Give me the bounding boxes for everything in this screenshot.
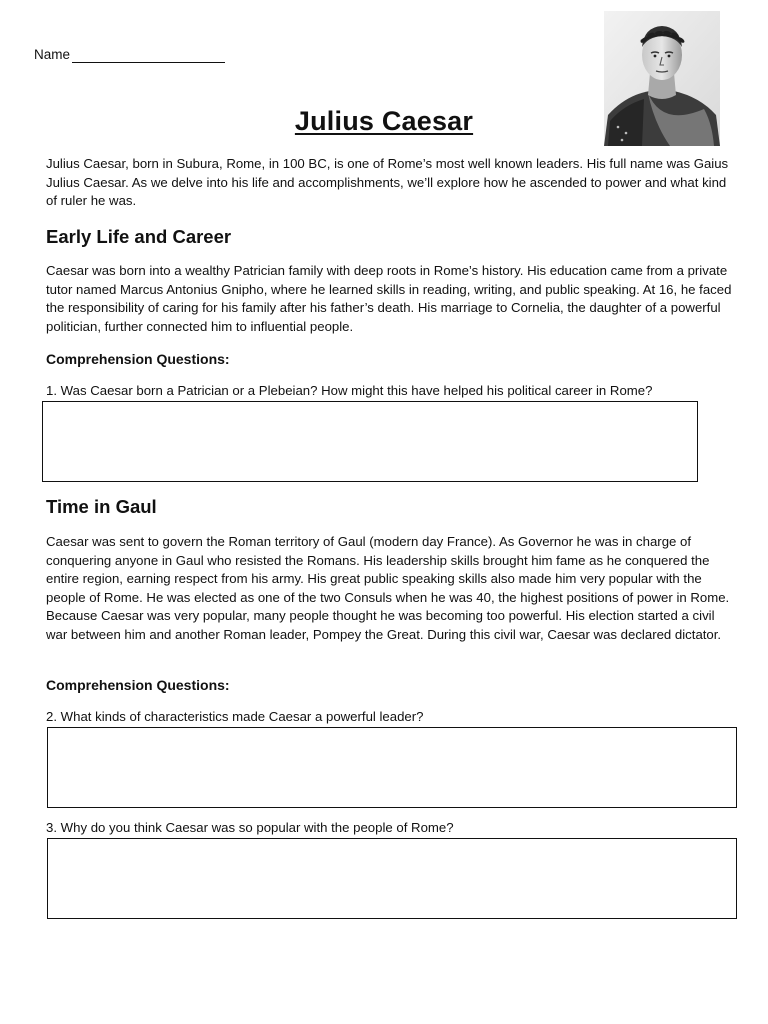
name-label: Name <box>34 47 71 62</box>
intro-paragraph: Julius Caesar, born in Subura, Rome, in 100 BC, is one of Rome’s most well known leaders. His full name was Gaius Julius Caesar. As we delve into his life and accomplishments, we’ll explore how he ascended to power and what kind of ruler he was. <box>46 156 729 209</box>
question-1: 1. Was Caesar born a Patrician or a Plebeian? How might this have helped his political career in Rome? <box>46 383 653 398</box>
page-title: Julius Caesar <box>294 106 474 136</box>
section-heading-early-life: Early Life and Career <box>46 226 232 247</box>
early-life-paragraph: Caesar was born into a wealthy Patrician family with deep roots in Rome’s history. His education came from a private tutor named Marcus Antonius Gnipho, where he learned skills in reading, writing, and public speaking. At 16, he faced the responsibility of caring for his family after his father’s death. His marriage to Cornelia, the daughter of a powerful politician, further connected him to influential people. <box>46 263 732 334</box>
question-3: 3. Why do you think Caesar was so popular with the people of Rome? <box>46 820 454 835</box>
answer-box-1[interactable] <box>42 401 698 482</box>
question-2: 2. What kinds of characteristics made Caesar a powerful leader? <box>46 709 424 724</box>
time-in-gaul-paragraph: Caesar was sent to govern the Roman territory of Gaul (modern day France). As Governor he was in charge of conquering anyone in Gaul who resisted the Romans. His leadership skills brought him fame as he conquered the entire region, earning respect from his army. His great public speaking skills also made him very popular with the people of Rome. He was elected as one of the two Consuls when he was 40, the highest positions of power in Rome. Because Caesar was very popular, many people thought he was becoming too powerful. His election started a civil war between him and another Roman leader, Pompey the Great. During this civil war, Caesar was declared dictator. <box>46 534 730 642</box>
comprehension-questions-heading: Comprehension Questions: <box>46 351 230 367</box>
section-heading-time-in-gaul: Time in Gaul <box>46 496 157 517</box>
name-line[interactable] <box>72 62 225 63</box>
answer-box-2[interactable] <box>47 727 737 808</box>
answer-box-3[interactable] <box>47 838 737 919</box>
comprehension-questions-heading: Comprehension Questions: <box>46 677 230 693</box>
